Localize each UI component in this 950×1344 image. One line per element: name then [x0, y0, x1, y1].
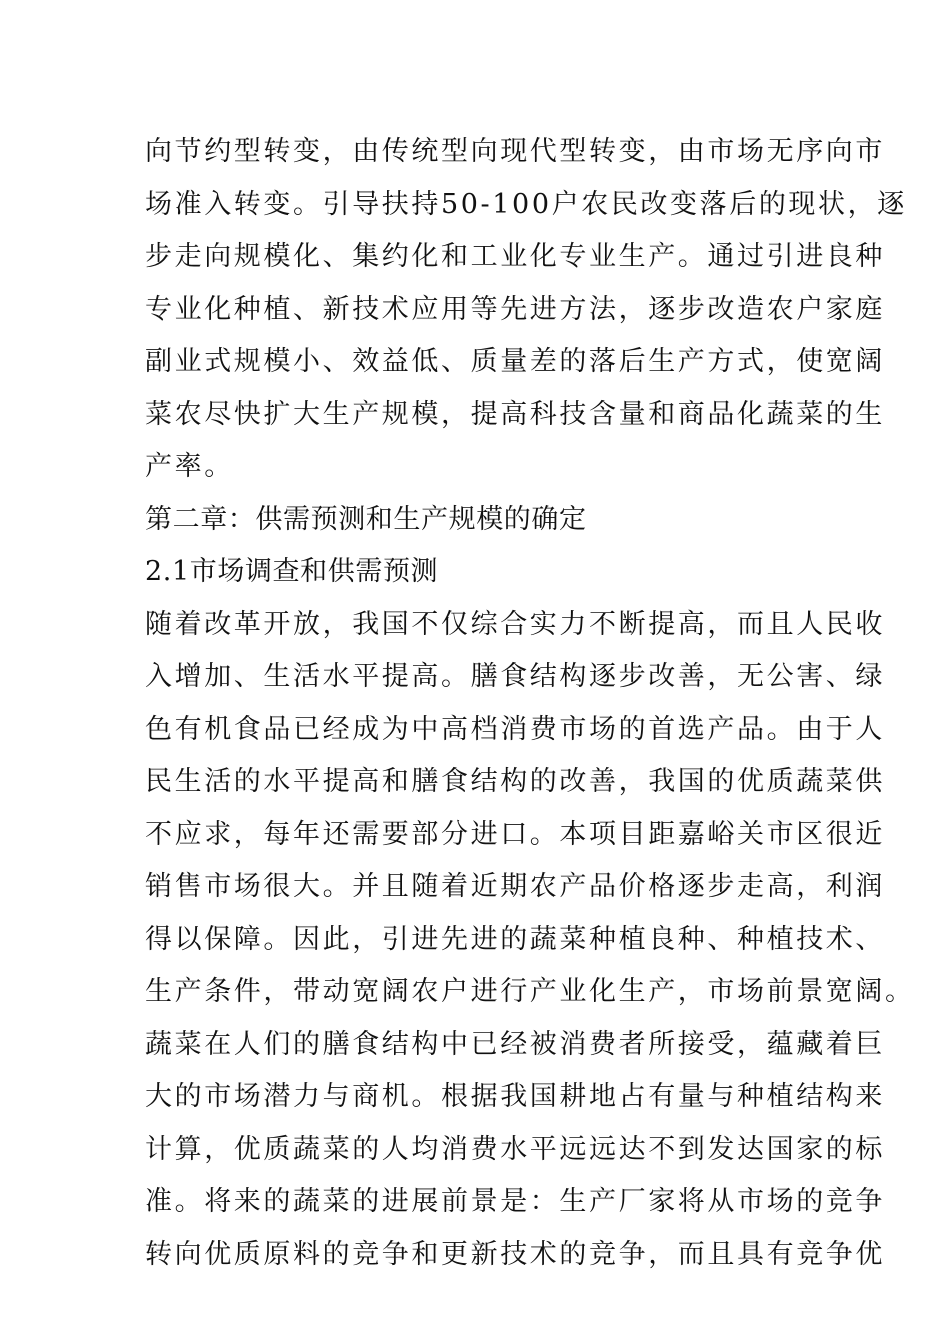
text-line: 蔬菜在人们的膳食结构中已经被消费者所接受，蕴藏着巨	[145, 1028, 885, 1060]
text-line: 产率。	[145, 451, 234, 482]
text-line: 步走向规模化、集约化和工业化专业生产。通过引进良种	[145, 241, 885, 272]
text-line: 入增加、生活水平提高。膳食结构逐步改善，无公害、绿	[145, 661, 885, 692]
text-line: 计算，优质蔬菜的人均消费水平远远达不到发达国家的标	[145, 1133, 885, 1165]
chapter-heading: 第二章：供需预测和生产规模的确定	[145, 503, 587, 535]
text-line: 准。将来的蔬菜的进展前景是：生产厂家将从市场的竞争	[145, 1186, 885, 1217]
text-line: 菜农尽快扩大生产规模，提高科技含量和商品化蔬菜的生	[145, 398, 885, 430]
text-line: 大的市场潜力与商机。根据我国耕地占有量与种植结构来	[145, 1081, 885, 1112]
text-line: 场准入转变。引导扶持50-100户农民改变落后的现状，逐	[145, 188, 907, 220]
text-line: 专业化种植、新技术应用等先进方法，逐步改造农户家庭	[145, 293, 885, 325]
text-line: 不应求，每年还需要部分进口。本项目距嘉峪关市区很近	[145, 818, 885, 850]
text-line: 生产条件，带动宽阔农户进行产业化生产，市场前景宽阔。	[145, 976, 915, 1007]
text-line: 色有机食品已经成为中高档消费市场的首选产品。由于人	[145, 713, 885, 745]
text-line: 民生活的水平提高和膳食结构的改善，我国的优质蔬菜供	[145, 766, 885, 797]
text-line: 转向优质原料的竞争和更新技术的竞争，而且具有竞争优	[145, 1238, 885, 1270]
text-line: 得以保障。因此，引进先进的蔬菜种植良种、种植技术、	[145, 923, 885, 955]
body-text	[145, 126, 915, 1281]
text-line: 销售市场很大。并且随着近期农产品价格逐步走高，利润	[145, 871, 885, 902]
text-line: 副业式规模小、效益低、质量差的落后生产方式，使宽阔	[145, 346, 885, 377]
section-heading: 2.1市场调查和供需预测	[145, 556, 439, 587]
text-line: 向节约型转变，由传统型向现代型转变，由市场无序向市	[145, 136, 885, 167]
text-line: 随着改革开放，我国不仅综合实力不断提高，而且人民收	[145, 608, 885, 640]
